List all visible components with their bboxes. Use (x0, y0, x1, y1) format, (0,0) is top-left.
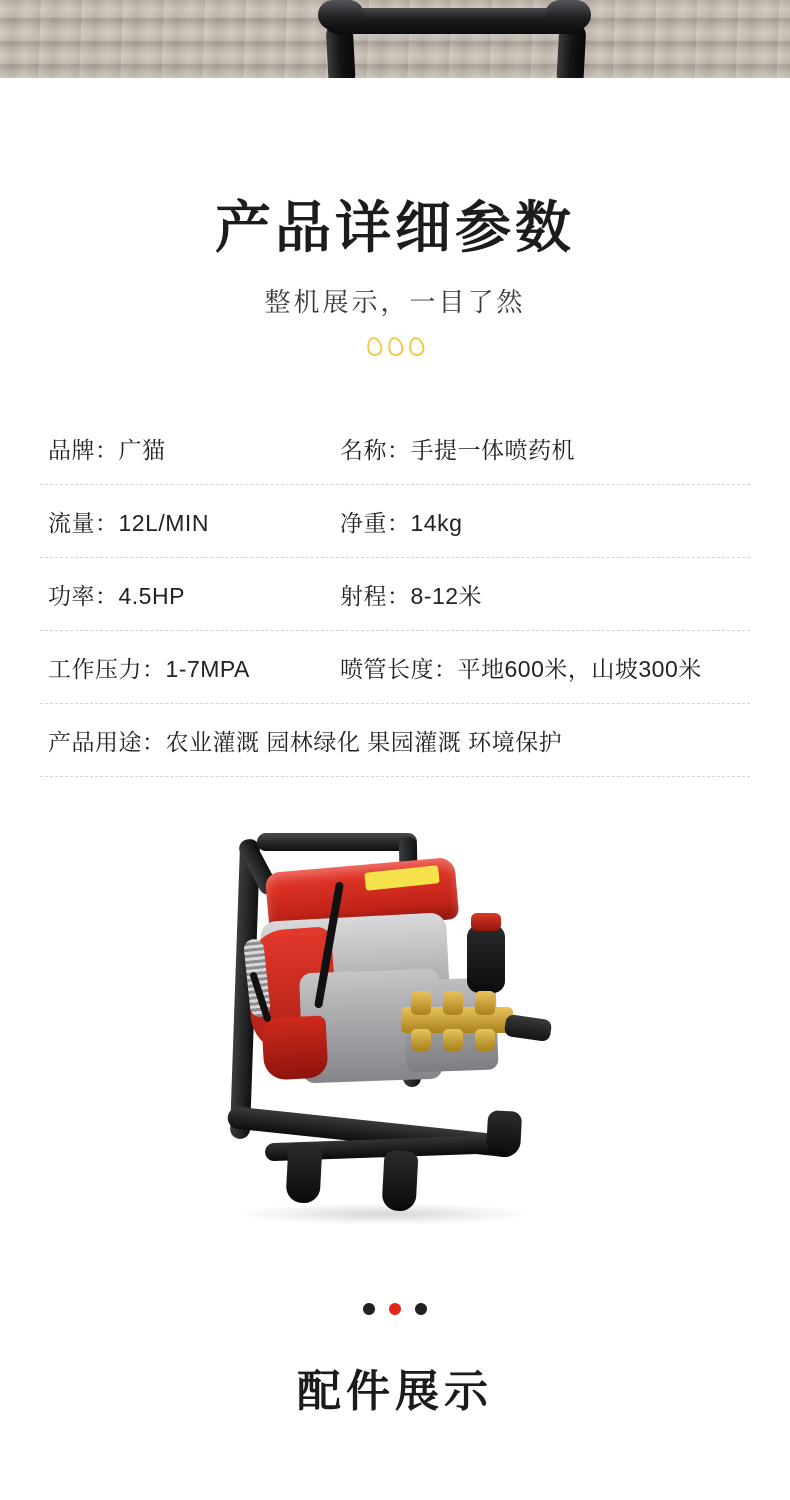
water-outlet (504, 1014, 553, 1042)
pressure-adjust-knob (467, 925, 505, 993)
spec-pressure: 工作压力：1-7MPA (48, 655, 250, 682)
brass-valve (443, 1029, 463, 1051)
spec-weight: 净重：14kg (340, 509, 463, 536)
spec-usage: 产品用途：农业灌溉 园林绿化 果园灌溉 环境保护 (48, 728, 563, 755)
spec-brand: 品牌：广猫 (48, 436, 166, 463)
page-title: 产品详细参数 (215, 196, 575, 259)
brass-valve (443, 991, 463, 1015)
hero-photo-strip (0, 0, 790, 78)
table-row (40, 485, 750, 558)
rubber-foot (285, 1143, 322, 1205)
table-row (40, 558, 750, 631)
frame-top-bar (257, 833, 417, 851)
product-image (0, 799, 790, 1299)
spec-power: 功率：4.5HP (48, 582, 185, 609)
pressure-knob-cap (471, 913, 501, 931)
carousel-dot-1[interactable] (363, 1303, 375, 1315)
brass-valve (411, 1029, 431, 1051)
carousel-dot-2[interactable] (389, 1303, 401, 1315)
spec-flow: 流量：12L/MIN (48, 509, 209, 536)
carousel-dot-3[interactable] (415, 1303, 427, 1315)
spec-name: 名称：手提一体喷药机 (340, 436, 575, 463)
handle-grip-right-icon (545, 0, 591, 30)
water-drop-icon (365, 336, 384, 358)
title-block (0, 196, 790, 356)
carousel-indicator[interactable] (0, 1303, 790, 1315)
brass-valve (475, 1029, 495, 1051)
handle-grip-left-icon (318, 0, 364, 30)
table-row (40, 704, 750, 777)
page-subtitle: 整机展示，一目了然 (264, 287, 526, 318)
table-row (40, 412, 750, 485)
brass-valve (475, 991, 495, 1015)
water-drop-ornament (0, 337, 790, 356)
table-row (40, 631, 750, 704)
water-drop-icon (386, 336, 405, 358)
water-drop-icon (407, 336, 426, 358)
brass-valve (411, 991, 431, 1015)
engine-lower-cover (261, 1016, 328, 1081)
ground-shadow (235, 1203, 535, 1225)
rubber-foot (486, 1111, 522, 1159)
sprayer-machine-illustration (205, 821, 595, 1271)
spec-table (40, 412, 750, 777)
spec-hose-length: 喷管长度：平地600米，山坡300米 (340, 655, 702, 682)
accessories-section-heading: 配件展示 (297, 1367, 493, 1417)
spec-range: 射程：8-12米 (340, 582, 483, 609)
